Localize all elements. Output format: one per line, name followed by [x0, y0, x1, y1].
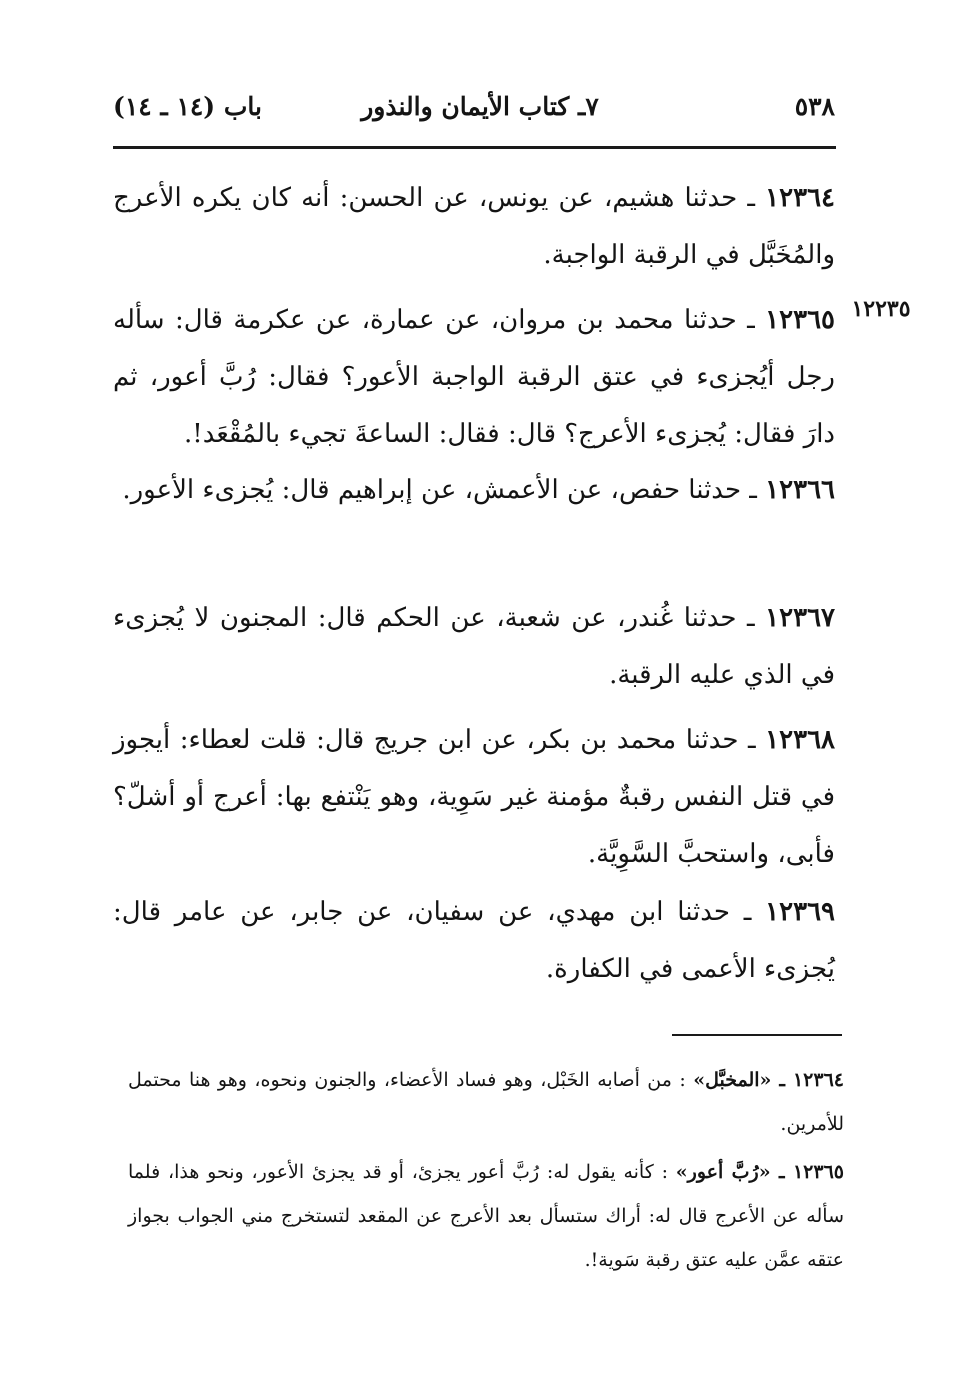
hadith-number: ١٢٣٦٦	[765, 475, 835, 505]
hadith-paragraph	[113, 170, 835, 284]
hadith-text: ـ حدثنا غُندر، عن شعبة، عن الحكم قال: المجنون لا يُجزىء في الذي عليه الرقبة.	[113, 603, 835, 690]
chapter-title: باب (١٤ ـ ١٤)	[113, 92, 262, 121]
header-rule	[113, 146, 836, 149]
hadith-number: ١٢٣٦٤	[765, 183, 835, 213]
hadith-number: ١٢٣٦٩	[765, 897, 835, 927]
footnote-number: ١٢٣٦٥	[792, 1161, 844, 1183]
hadith-text: ـ حدثنا محمد بن بكر، عن ابن جريج قال: قلت لعطاء: أيجوز في قتل النفس رقبةٌ مؤمنة غير سَوِية، وهو يَنْتفع بها: أعرج أو أشلّ؟ فأبى، واستحبَّ السَّوِيَّة.	[113, 725, 835, 869]
footnote	[128, 1150, 844, 1282]
footnote-text: : كأنه يقول له: رُبَّ أعور يجزئ، أو قد يجزئ الأعور، ونحو هذا، فلما سأله عن الأعرج قال له: أراك ستسأل بعد الأعرج عن المقعد لتستخرج مني الجواب بجواز عتقه عمَّن عليه عتق رقبة سَوية!.	[128, 1161, 844, 1271]
hadith-paragraph	[113, 462, 835, 519]
hadith-number: ١٢٣٦٥	[765, 305, 835, 335]
footnote-number: ١٢٣٦٤	[792, 1069, 844, 1091]
hadith-paragraph	[113, 292, 835, 463]
footnote-keyword: ـ «المخبَّل»	[693, 1069, 793, 1091]
hadith-number: ١٢٣٦٨	[765, 725, 835, 755]
hadith-text: ـ حدثنا هشيم، عن يونس، عن الحسن: أنه كان يكره الأعرج والمُخَبَّل في الرقبة الواجبة.	[113, 183, 835, 270]
hadith-paragraph	[113, 590, 835, 704]
footnote-keyword: ـ «رُبَّ أعور»	[675, 1161, 793, 1183]
page-number: ٥٣٨	[794, 92, 835, 121]
hadith-paragraph	[113, 884, 835, 998]
margin-reference-number: ١٢٢٣٥	[851, 296, 911, 322]
hadith-paragraph	[113, 712, 835, 883]
footnote-separator	[672, 1034, 842, 1036]
hadith-text: ـ حدثنا ابن مهدي، عن سفيان، عن جابر، عن عامر قال: يُجزىء الأعمى في الكفارة.	[113, 897, 835, 984]
book-title: ٧ـ كتاب الأيمان والنذور	[361, 92, 599, 121]
footnote-text: : من أصابه الخَبْل، وهو فساد الأعضاء، والجنون ونحوه، وهو هنا محتمل للأمرين.	[128, 1069, 844, 1135]
hadith-text: ـ حدثنا محمد بن مروان، عن عمارة، عن عكرمة قال: سأله رجل أيُجزىء في عتق الرقبة الواجبة الأعور؟ فقال: رُبَّ أعور، ثم دارَ فقال: يُجزىء الأعرج؟ قال: فقال: الساعةَ تجيء بالمُقْعَد!.	[113, 305, 835, 449]
hadith-text: ـ حدثنا حفص، عن الأعمش، عن إبراهيم قال: يُجزىء الأعور.	[122, 475, 766, 505]
hadith-number: ١٢٣٦٧	[765, 603, 835, 633]
footnote	[128, 1058, 844, 1146]
